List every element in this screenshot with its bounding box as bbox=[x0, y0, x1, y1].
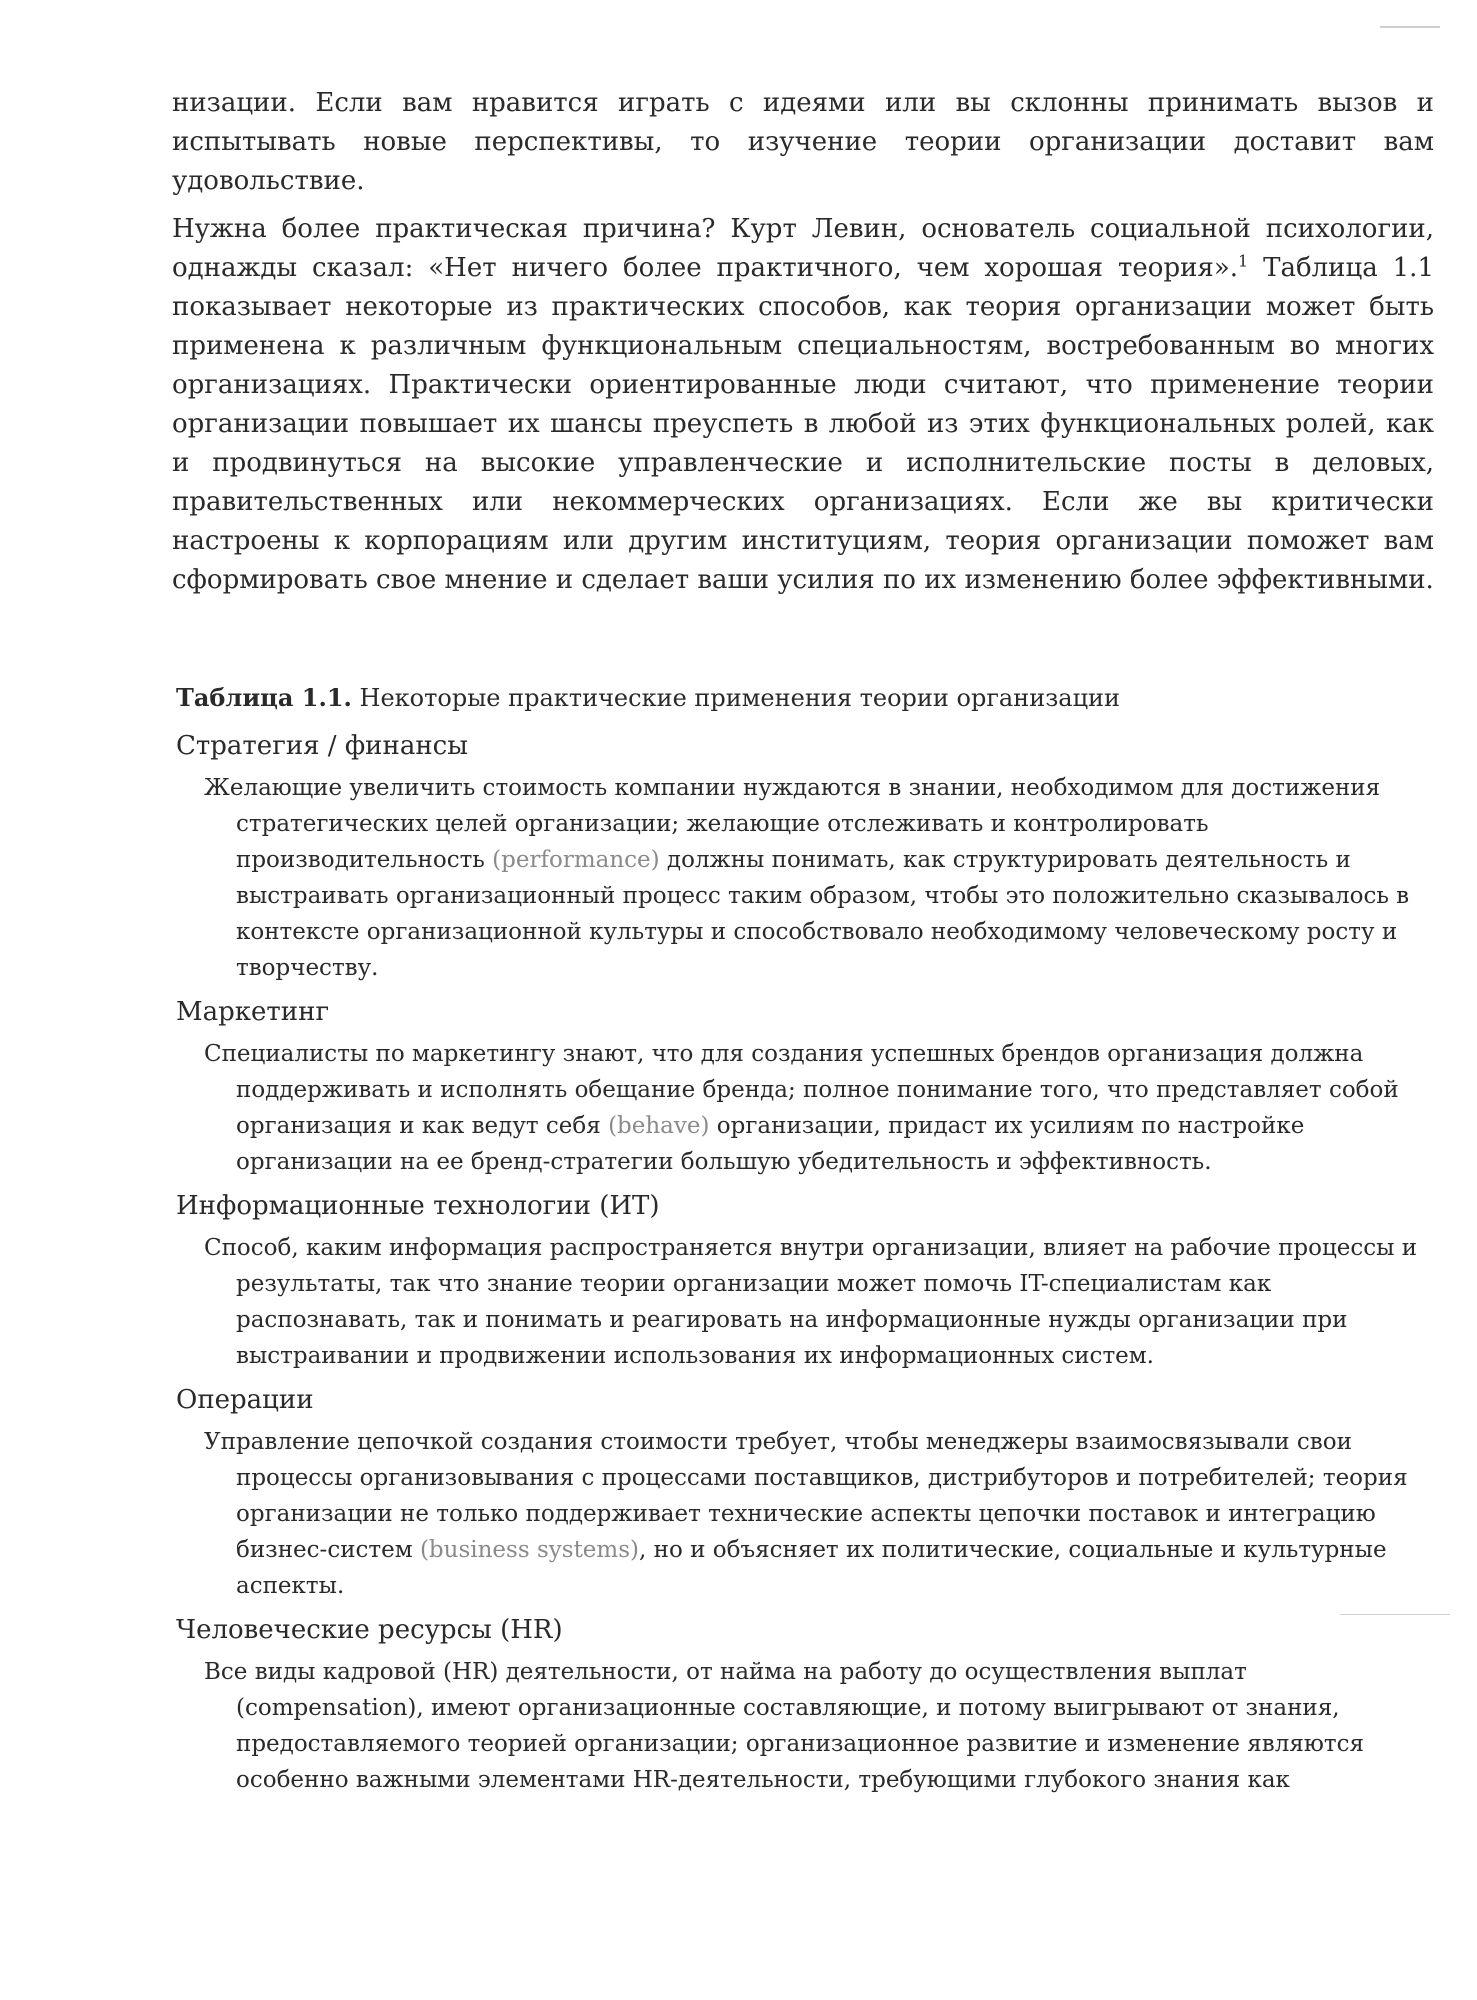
paragraph-2-start: Нужна более практическая причина? Курт Левин, основатель социальной психологии, однажды сказал: «Нет ничего более практичного, чем хорошая теория». bbox=[172, 214, 1434, 283]
section-text: Все виды кадровой (HR) деятельности, от найма на работу до осуществления выплат (compensation), имеют организационные составляющие, и потому выигрывают от знания, предоставляемого теорией организации; организационное развитие и изменение являются особенно важными элементами HR-деятельности, требующими глубокого знания как bbox=[204, 1659, 1364, 1793]
english-term: (performance) bbox=[492, 847, 660, 873]
section-text bbox=[176, 770, 1438, 986]
section-heading: Операции bbox=[176, 1385, 314, 1415]
scan-edge-mark bbox=[1340, 1614, 1450, 1615]
section-text-part: , но и объясняет их политические, социальные и культурные аспекты. bbox=[236, 1537, 1387, 1599]
section-heading: Стратегия / финансы bbox=[176, 731, 468, 761]
section-text-part: Специалисты по маркетингу знают, что для создания успешных брендов организация должна поддерживать и исполнять обещание бренда; полное понимание того, что представляет собой организация и как ведут себя bbox=[204, 1041, 1399, 1139]
english-term: (behave) bbox=[608, 1113, 710, 1139]
section-heading: Человеческие ресурсы (HR) bbox=[176, 1615, 563, 1645]
table-1-1 bbox=[176, 680, 1438, 1802]
section-text-part: должны понимать, как структурировать деятельность и выстраивать организационный процесс таким образом, чтобы это положительно сказывалось в контексте организационной культуры и способствовало необходимому человеческому росту и творчеству. bbox=[236, 847, 1410, 981]
section-text-part: организации, придаст их усилиям по настройке организации на ее бренд-стратегии большую убедительность и эффективность. bbox=[236, 1113, 1305, 1175]
section-text bbox=[176, 1036, 1438, 1180]
section-text: Способ, каким информация распространяется внутри организации, влияет на рабочие процессы и результаты, так что знание теории организации может помочь IT-специалистам как распознавать, так и понимать и реагировать на информационные нужды организации при выстраивании и продвижении использования их информационных систем. bbox=[204, 1235, 1418, 1369]
table-caption bbox=[176, 680, 1438, 716]
section-marketing bbox=[176, 992, 1438, 1180]
section-it bbox=[176, 1186, 1438, 1374]
table-label: Таблица 1.1. bbox=[176, 683, 352, 712]
section-text-part: Управление цепочкой создания стоимости требует, чтобы менеджеры взаимосвязывали свои процессы организовывания с процессами поставщиков, дистрибуторов и потребителей; теория организации не только поддерживает технические аспекты цепочки поставок и интеграцию бизнес-систем bbox=[204, 1429, 1408, 1563]
paragraph-continuation bbox=[172, 84, 1434, 201]
table-title: Некоторые практические применения теории организации bbox=[351, 684, 1121, 712]
section-heading: Маркетинг bbox=[176, 997, 330, 1027]
section-heading: Информационные технологии (ИТ) bbox=[176, 1191, 660, 1221]
body-text bbox=[172, 84, 1434, 609]
section-text bbox=[176, 1424, 1438, 1604]
paragraph-1-text: низации. Если вам нравится играть с идеями или вы склонны принимать вызов и испытывать новые перспективы, то изучение теории организации доставит вам удовольствие. bbox=[172, 88, 1434, 196]
footnote-marker[interactable]: 1 bbox=[1238, 251, 1249, 271]
section-hr bbox=[176, 1610, 1438, 1798]
section-text-part: Желающие увеличить стоимость компании нуждаются в знании, необходимом для достижения стратегических целей организации; желающие отслеживать и контролировать производительность bbox=[204, 775, 1381, 873]
section-strategy bbox=[176, 726, 1438, 986]
section-operations bbox=[176, 1380, 1438, 1604]
scan-edge-mark bbox=[1380, 26, 1440, 28]
paragraph-practical-reason bbox=[172, 210, 1434, 600]
english-term: (business systems) bbox=[419, 1537, 640, 1563]
paragraph-2-end: Таблица 1.1 показывает некоторые из практических способов, как теория организации может быть применена к различным функциональным специальностям, востребованным во многих организациях. Практически ориентированные люди считают, что применение теории организации повышает их шансы преуспеть в любой из этих функциональных ролей, как и продвинуться на высокие управленческие и исполнительские посты в деловых, правительственных или некоммерческих организациях. Если же вы критически настроены к корпорациям или другим институциям, теория организации поможет вам сформировать свое мнение и сделает ваши усилия по их изменению более эффективными. bbox=[172, 253, 1434, 595]
